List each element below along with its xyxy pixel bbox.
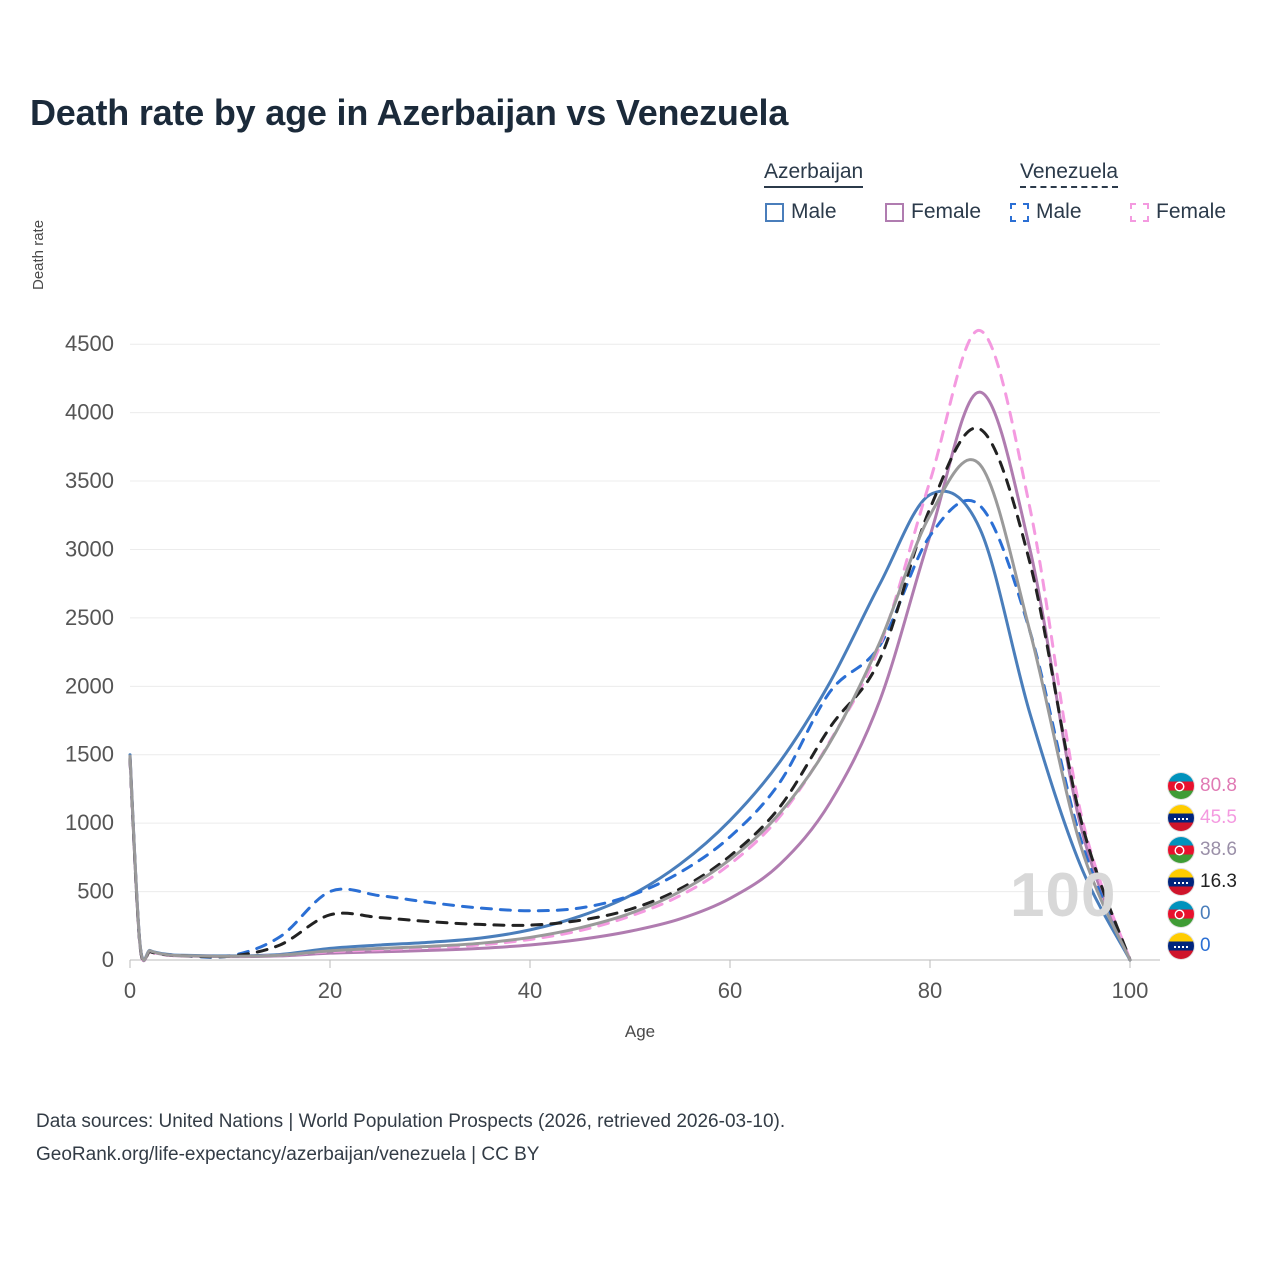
series-line xyxy=(130,330,1130,961)
endpoint-value: 38.6 xyxy=(1200,839,1237,860)
endpoint-row xyxy=(1168,802,1280,834)
y-tick-label: 4500 xyxy=(65,331,114,357)
endpoint-row xyxy=(1168,834,1280,866)
y-tick-label: 3000 xyxy=(65,536,114,562)
legend-item-venezuela-male[interactable] xyxy=(1010,200,1082,224)
x-tick-label: 60 xyxy=(717,978,743,1003)
legend-item-azerbaijan-female[interactable] xyxy=(885,200,981,224)
legend-swatch-icon xyxy=(765,203,784,222)
series-line xyxy=(130,491,1130,960)
legend-swatch-icon xyxy=(885,203,904,222)
x-tick-label: 80 xyxy=(917,978,943,1003)
venezuela-flag-icon xyxy=(1168,805,1194,831)
chart-legend xyxy=(755,160,1255,250)
endpoint-row xyxy=(1168,898,1280,930)
x-tick-label: 100 xyxy=(1111,978,1149,1003)
y-tick-label: 500 xyxy=(77,878,114,904)
y-tick-label: 1500 xyxy=(65,741,114,767)
footer xyxy=(36,1105,785,1172)
legend-group-azerbaijan: Azerbaijan xyxy=(764,160,863,188)
page-title: Death rate by age in Azerbaijan vs Venezuela xyxy=(30,92,789,133)
venezuela-flag-icon xyxy=(1168,933,1194,959)
endpoint-labels xyxy=(1168,770,1280,962)
series-line xyxy=(130,392,1130,961)
legend-label: Female xyxy=(911,200,982,223)
endpoint-value: 0 xyxy=(1200,903,1211,924)
series-line xyxy=(130,428,1130,961)
series-line xyxy=(130,460,1130,961)
endpoint-value: 16.3 xyxy=(1200,871,1237,892)
legend-swatch-icon xyxy=(1010,203,1029,222)
footer-line-sources: Data sources: United Nations | World Population Prospects (2026, retrieved 2026-03-10). xyxy=(36,1111,786,1132)
venezuela-flag-icon xyxy=(1168,869,1194,895)
y-tick-label: 3500 xyxy=(65,468,114,494)
x-tick-label: 0 xyxy=(123,978,137,1003)
x-tick-label: 20 xyxy=(317,978,343,1003)
legend-item-azerbaijan-male[interactable] xyxy=(765,200,837,224)
legend-label: Male xyxy=(791,200,837,223)
azerbaijan-flag-icon xyxy=(1168,773,1194,799)
y-tick-label: 2500 xyxy=(65,604,114,630)
x-tick-label: 40 xyxy=(517,978,543,1003)
watermark: 100 xyxy=(1010,861,1117,930)
y-tick-label: 1000 xyxy=(65,810,114,836)
azerbaijan-flag-icon xyxy=(1168,901,1194,927)
y-tick-label: 4000 xyxy=(65,399,114,425)
azerbaijan-flag-icon xyxy=(1168,837,1194,863)
legend-group-venezuela: Venezuela xyxy=(1020,160,1118,188)
legend-label: Male xyxy=(1036,200,1082,223)
legend-swatch-icon xyxy=(1130,203,1149,222)
footer-line-url: GeoRank.org/life-expectancy/azerbaijan/venezuela | CC BY xyxy=(36,1144,540,1166)
endpoint-value: 45.5 xyxy=(1200,807,1237,828)
y-axis-title: Death rate xyxy=(30,219,47,290)
endpoint-row xyxy=(1168,866,1280,898)
endpoint-row xyxy=(1168,770,1280,802)
endpoint-value: 80.8 xyxy=(1200,775,1237,796)
x-axis-title: Age xyxy=(624,1022,656,1041)
y-tick-label: 2000 xyxy=(65,673,114,699)
legend-label: Female xyxy=(1156,200,1227,223)
endpoint-value: 0 xyxy=(1200,935,1211,956)
endpoint-row xyxy=(1168,930,1280,962)
legend-item-venezuela-female[interactable] xyxy=(1130,200,1226,224)
y-tick-label: 0 xyxy=(101,947,114,972)
